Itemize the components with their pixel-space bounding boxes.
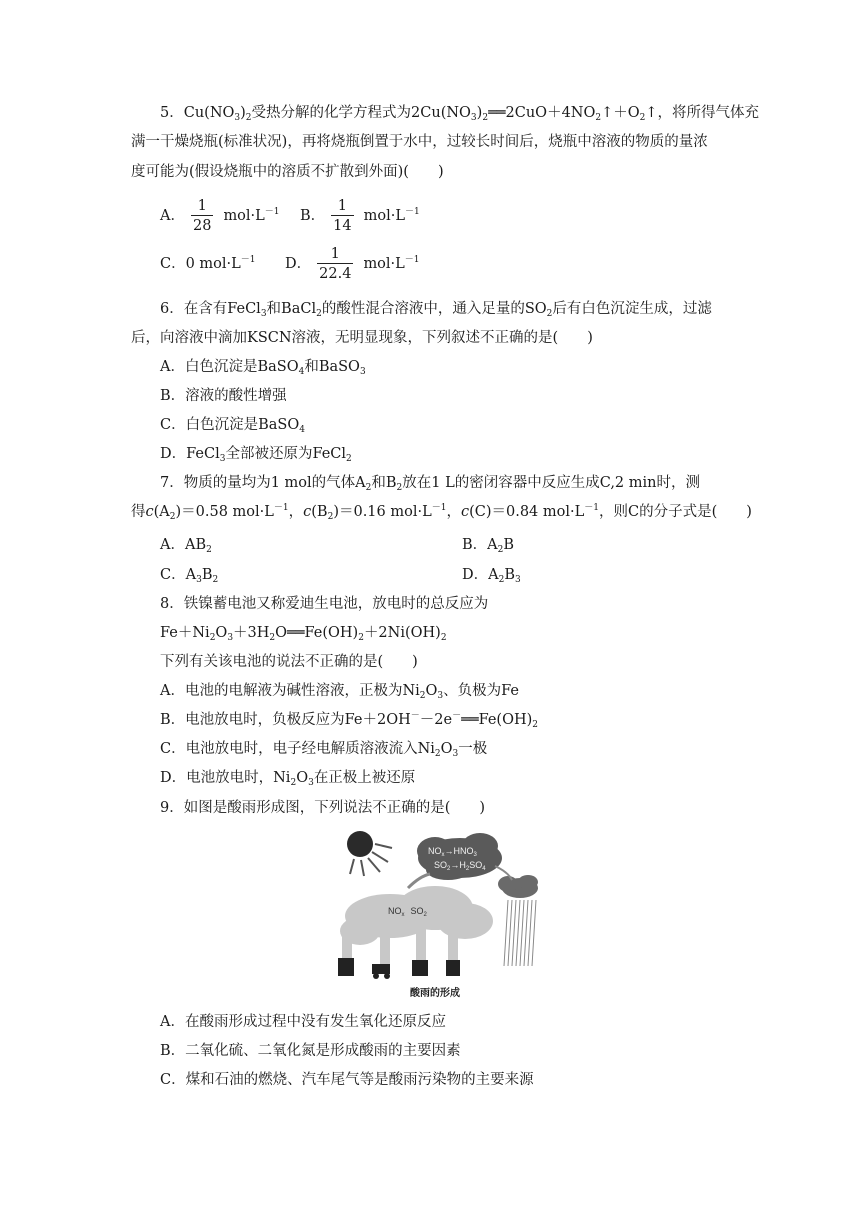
unit: mol·L [363, 256, 405, 272]
sub: 2 [440, 633, 447, 643]
text: c [460, 504, 470, 520]
sub: 3 [227, 633, 234, 643]
sub: 2 [358, 633, 364, 643]
text: )＝0.58 mol·L [175, 504, 274, 520]
sup: －1 [584, 503, 599, 513]
text: D．电池放电时，Ni [160, 770, 291, 786]
text: 和B [371, 475, 397, 491]
q7-option-d [462, 565, 521, 585]
text: ) [240, 105, 246, 121]
sup: － [410, 711, 420, 721]
sub: 4 [482, 866, 486, 872]
sub: 2 [465, 866, 470, 872]
text: ↑，将所得气体充 [645, 105, 760, 121]
sup: －1 [264, 207, 280, 217]
building-icon [412, 960, 428, 976]
text: A．白色沉淀是BaSO [160, 359, 299, 375]
q5-option-b [300, 196, 420, 236]
sub: 2 [497, 545, 504, 555]
q6-option-b: B．溶液的酸性增强 [160, 388, 287, 404]
sub: 2 [316, 309, 322, 319]
text: c [145, 504, 154, 520]
sub: 2 [595, 113, 602, 123]
text: O [215, 625, 228, 641]
smoke-cloud [340, 886, 493, 966]
q8-line-3: 下列有关该电池的说法不正确的是( ) [160, 654, 418, 670]
sub: 3 [470, 113, 477, 123]
denominator: 22.4 [317, 263, 353, 284]
sub: 2 [245, 113, 252, 123]
option-label: A． [160, 208, 185, 224]
q9-option-b: B．二氧化硫、二氧化氮是形成酸雨的主要因素 [160, 1043, 461, 1059]
text: O [440, 741, 453, 757]
q9-line-1: 9．如图是酸雨形成图，下列说法不正确的是( ) [160, 800, 486, 816]
text: C．0 mol·L [160, 256, 241, 272]
text: 和BaSO [304, 359, 360, 375]
text: D．FeCl [160, 446, 220, 462]
sub: 2 [269, 633, 276, 643]
option-label: D． [285, 256, 312, 272]
q6-option-c [160, 415, 305, 435]
sub: 3 [437, 691, 444, 701]
text: ＋3H [233, 625, 270, 641]
denominator: 28 [191, 215, 213, 236]
text: O [425, 683, 438, 699]
q5-line-2: 满一干燥烧瓶(标准状况)，再将烧瓶倒置于水中，过较长时间后，烧瓶中溶液的物质的量浓 [131, 134, 708, 150]
text: ， [288, 504, 304, 520]
text: ＋2Ni(OH) [363, 625, 441, 641]
sub: 2 [434, 749, 441, 759]
q7-option-c [160, 565, 218, 585]
unit: mol·L [363, 208, 405, 224]
sup: －1 [404, 255, 420, 265]
q8-option-c [160, 739, 487, 759]
option-label: B． [300, 208, 326, 224]
sub: 2 [396, 483, 403, 493]
sup: －1 [240, 255, 256, 265]
text: 后有白色沉淀生成，过滤 [552, 301, 712, 317]
text: 全部被还原为FeCl [225, 446, 347, 462]
text: B．电池放电时，负极反应为Fe＋2OH [160, 712, 411, 728]
sub: 2 [327, 512, 334, 522]
text: －2e [419, 712, 453, 728]
q7-option-a [160, 535, 212, 555]
q5-line-3: 度可能为(假设烧瓶中的溶质不扩散到外面)( ) [131, 164, 444, 180]
text: (B [311, 504, 328, 520]
sub: 3 [452, 749, 459, 759]
sub: 2 [532, 720, 538, 730]
so4-label: SO [469, 860, 483, 870]
q5-option-c [160, 254, 256, 274]
text: (C)＝0.84 mol·L [469, 504, 585, 520]
text: ， [446, 504, 461, 520]
text: 、负极为Fe [443, 683, 520, 699]
no-label: NO [428, 846, 442, 856]
sup: － [452, 711, 462, 721]
sub: 2 [169, 512, 176, 522]
sub: 2 [346, 454, 352, 464]
q7-line-2 [131, 502, 752, 522]
q9-option-c: C．煤和石油的燃烧、汽车尾气等是酸雨污染物的主要来源 [160, 1072, 534, 1088]
text: O══Fe(OH) [275, 625, 359, 641]
sub: 2 [447, 866, 451, 872]
sun-icon [347, 831, 373, 857]
sub: 3 [219, 454, 226, 464]
text: ══2CuO＋4NO [488, 105, 596, 121]
denominator: 14 [331, 215, 353, 236]
fraction [191, 197, 213, 236]
text: 受热分解的化学方程式为2Cu(NO [251, 105, 471, 121]
wheel-icon [373, 973, 379, 979]
q5-option-d [285, 244, 420, 284]
sub: 2 [290, 778, 297, 788]
sup: －1 [404, 207, 420, 217]
text: 放在1 L的密闭容器中反应生成C,2 min时，测 [402, 475, 700, 491]
q6-line-2: 后，向溶液中滴加KSCN溶液，无明显现象，下列叙述不正确的是( ) [131, 330, 593, 346]
q6-option-a [160, 357, 366, 377]
sub: 2 [206, 545, 212, 555]
text: 在正极上被还原 [313, 770, 416, 786]
sub: 3 [473, 852, 477, 858]
text: B [503, 537, 515, 553]
q5-line-1 [160, 103, 759, 123]
sub: 3 [260, 309, 267, 319]
text: C．白色沉淀是BaSO [160, 417, 300, 433]
sub: 2 [639, 113, 646, 123]
sup: －1 [431, 503, 447, 513]
text: 一极 [458, 741, 488, 757]
text: O [296, 770, 309, 786]
sub: 3 [359, 367, 366, 377]
q8-equation [160, 623, 447, 643]
text: )＝0.16 mol·L [333, 504, 432, 520]
chimney-icon [446, 960, 460, 976]
numerator: 1 [330, 245, 340, 262]
sub: 3 [234, 113, 241, 123]
sub: 2 [482, 113, 489, 123]
text: C．A [160, 567, 197, 583]
text: 6．在含有FeCl [160, 301, 261, 317]
factory-icon [338, 958, 354, 976]
rain-cloud [498, 875, 538, 898]
text: 5．Cu(NO [160, 105, 235, 121]
text: B．A [462, 537, 498, 553]
q8-option-a [160, 681, 519, 701]
text: A．AB [160, 537, 207, 553]
text: A．电池的电解液为碱性溶液，正极为Ni [160, 683, 420, 699]
sup: －1 [273, 503, 289, 513]
wheel-icon [384, 973, 390, 979]
text: B [201, 567, 213, 583]
sub: 4 [298, 367, 305, 377]
sub: 2 [365, 483, 372, 493]
no-label: NO [388, 906, 402, 916]
sub: 2 [423, 912, 427, 918]
q6-option-d [160, 444, 352, 464]
q8-line-1: 8．铁镍蓄电池又称爱迪生电池，放电时的总反应为 [160, 596, 489, 612]
sub: 2 [498, 575, 505, 585]
text: c [303, 504, 312, 520]
q9-option-a: A．在酸雨形成过程中没有发生氧化还原反应 [160, 1014, 446, 1030]
fraction [331, 197, 353, 236]
text: 得 [131, 504, 146, 520]
text: 的酸性混合溶液中，通入足量的SO [321, 301, 547, 317]
q7-line-1 [160, 473, 700, 493]
sub: x [401, 912, 405, 918]
hno3-label: →HNO [444, 846, 474, 856]
text: C．电池放电时，电子经电解质溶液流入Ni [160, 741, 435, 757]
text: Fe＋Ni [160, 625, 210, 641]
sub: 3 [308, 778, 314, 788]
sub: 2 [212, 575, 219, 585]
q8-option-b [160, 710, 538, 730]
truck-icon [372, 964, 390, 974]
so-label: SO [410, 906, 424, 916]
unit: mol·L [223, 208, 265, 224]
sub: 2 [209, 633, 216, 643]
figure-caption: 酸雨的形成 [410, 988, 460, 999]
numerator: 1 [197, 197, 207, 214]
q8-option-d [160, 768, 415, 788]
arrow-up [408, 874, 430, 888]
sub: 2 [419, 691, 426, 701]
sub: 4 [299, 425, 305, 435]
sub: x [441, 852, 445, 858]
acid-rain-figure [330, 826, 540, 1001]
q6-line-1 [160, 299, 712, 319]
h-label: →H [450, 860, 466, 870]
ground-icons [338, 958, 460, 979]
sub: 2 [546, 309, 553, 319]
text: ↑＋O [601, 105, 640, 121]
text: B [504, 567, 515, 583]
sub: 3 [196, 575, 202, 585]
sub: 3 [515, 575, 521, 585]
text: (A [153, 504, 170, 520]
fraction [317, 245, 353, 284]
so-label: SO [434, 860, 448, 870]
text: ，则C的分子式是( ) [598, 504, 752, 520]
q5-option-a [160, 196, 280, 236]
numerator: 1 [337, 197, 347, 214]
q7-option-b [462, 535, 514, 555]
text: 7．物质的量均为1 mol的气体A [160, 475, 366, 491]
text: ) [476, 105, 483, 121]
rain-drops [504, 900, 536, 966]
text: 和BaCl [266, 301, 317, 317]
text: ══Fe(OH) [461, 712, 533, 728]
text: D．A [462, 567, 499, 583]
